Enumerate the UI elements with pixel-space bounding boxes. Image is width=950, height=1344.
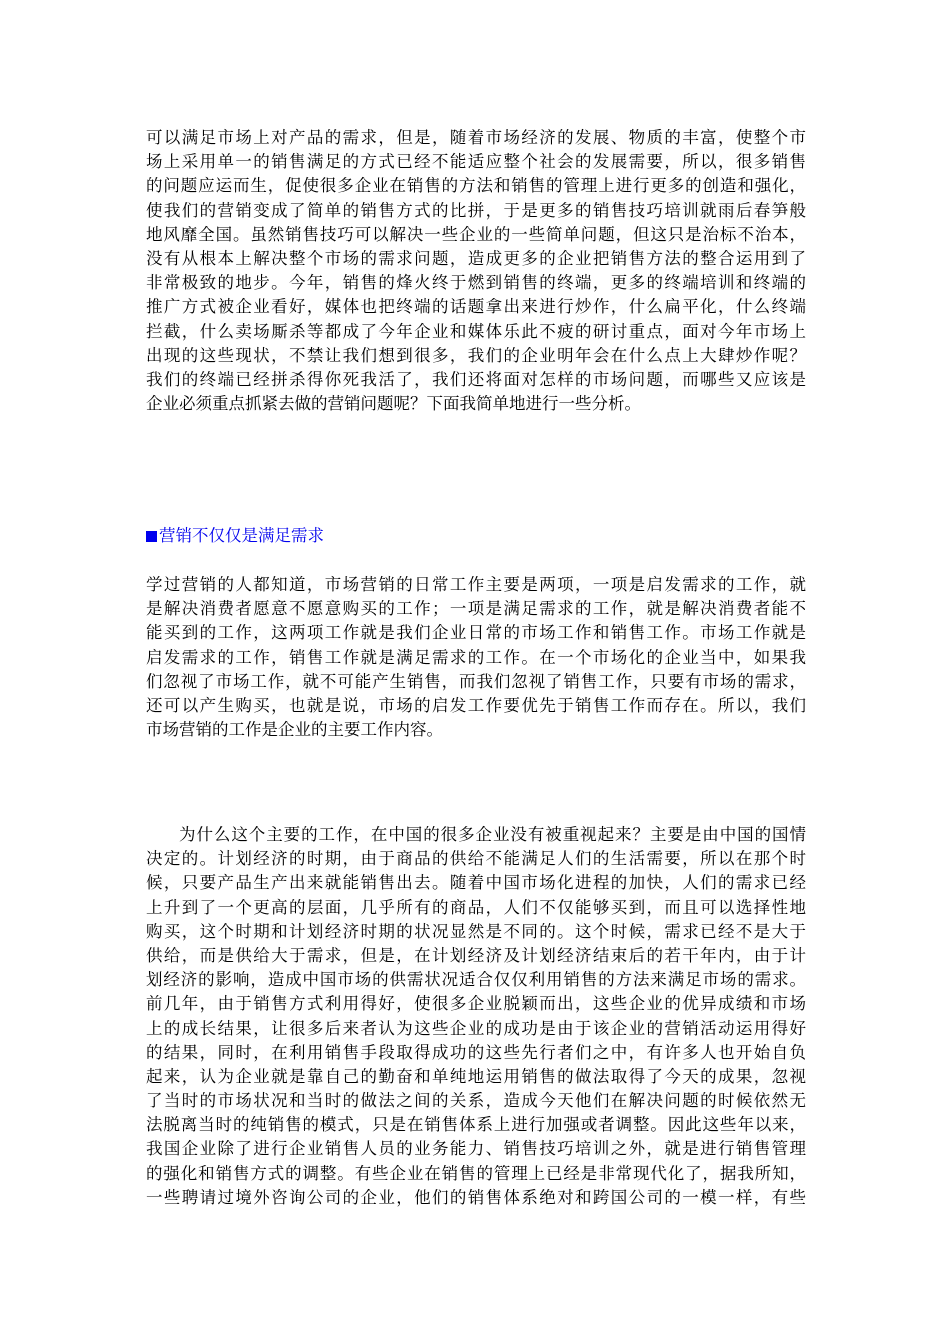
text-line: 前几年，由于销售方式利用得好，使很多企业脱颖而出，这些企业的优异成绩和市场 (146, 994, 806, 1014)
paragraph-intro (146, 126, 806, 416)
section-heading (146, 524, 324, 548)
text-line: 出现的这些现状，不禁让我们想到很多，我们的企业明年会在什么点上大肆炒作呢？ (146, 345, 806, 365)
square-bullet-icon (146, 531, 157, 542)
paragraph-marketing-work (146, 573, 806, 742)
text-line: 可以满足市场上对产品的需求，但是，随着市场经济的发展、物质的丰富，使整个市 (146, 128, 806, 147)
text-line: 法脱离当时的纯销售的模式，只是在销售体系上进行加强或者调整。因此这些年以来， (146, 1115, 806, 1135)
text-line: 上升到了一个更高的层面，几乎所有的商品，人们不仅能够买到，而且可以选择性地 (146, 897, 806, 917)
paragraph-china-context (146, 823, 806, 1210)
text-line: 没有从根本上解决整个市场的需求问题，造成更多的企业把销售方法的整合运用到了 (146, 248, 806, 268)
text-line: 的强化和销售方式的调整。有些企业在销售的管理上已经是非常现代化了，据我所知， (146, 1163, 806, 1183)
text-line: 一些聘请过境外咨询公司的企业，他们的销售体系绝对和跨国公司的一模一样，有些 (146, 1187, 806, 1207)
text-line: 市场营销的工作是企业的主要工作内容。 (146, 720, 443, 740)
text-line: 是解决消费者愿意不愿意购买的工作；一项是满足需求的工作，就是解决消费者能不 (146, 599, 806, 619)
text-line: 使我们的营销变成了简单的销售方式的比拼，于是更多的销售技巧培训就雨后春笋般 (146, 200, 806, 220)
text-line: 购买，这个时期和计划经济时期的状况显然是不同的。这个时候，需求已经不是大于 (146, 921, 806, 941)
text-line: 非常极致的地步。今年，销售的烽火终于燃到销售的终端，更多的终端培训和终端的 (146, 273, 806, 293)
text-line: 的问题应运而生，促使很多企业在销售的方法和销售的管理上进行更多的创造和强化， (146, 176, 806, 196)
text-line: 推广方式被企业看好，媒体也把终端的话题拿出来进行炒作，什么扁平化，什么终端 (146, 297, 806, 317)
text-line: 能买到的工作，这两项工作就是我们企业日常的市场工作和销售工作。市场工作就是 (146, 623, 806, 643)
text-line: 学过营销的人都知道，市场营销的日常工作主要是两项，一项是启发需求的工作，就 (146, 575, 806, 594)
text-line: 了当时的市场状况和当时的做法之间的关系，造成今天他们在解决问题的时候依然无 (146, 1091, 806, 1111)
text-line: 为什么这个主要的工作，在中国的很多企业没有被重视起来？主要是由中国的国情 (179, 825, 806, 844)
text-line: 候，只要产品生产出来就能销售出去。随着中国市场化进程的加快，人们的需求已经 (146, 873, 806, 893)
text-line: 起来，认为企业就是靠自己的勤奋和单纯地运用销售的做法取得了今天的成果，忽视 (146, 1066, 806, 1086)
text-line: 场上采用单一的销售满足的方式已经不能适应整个社会的发展需要，所以，很多销售 (146, 152, 806, 172)
text-line: 们忽视了市场工作，就不可能产生销售，而我们忽视了销售工作，只要有市场的需求， (146, 671, 806, 691)
text-line: 决定的。计划经济的时期，由于商品的供给不能满足人们的生活需要，所以在那个时 (146, 849, 806, 869)
text-line: 企业必须重点抓紧去做的营销问题呢？下面我简单地进行一些分析。 (146, 394, 641, 414)
text-line: 的结果，同时，在利用销售手段取得成功的这些先行者们之中，有许多人也开始自负 (146, 1042, 806, 1062)
text-line: 供给，而是供给大于需求，但是，在计划经济及计划经济结束后的若干年内，由于计 (146, 945, 806, 965)
text-line: 地风靡全国。虽然销售技巧可以解决一些企业的一些简单问题，但这只是治标不治本， (146, 224, 806, 244)
text-line: 拦截，什么卖场厮杀等都成了今年企业和媒体乐此不疲的研讨重点，面对今年市场上 (146, 321, 806, 341)
text-line: 我们的终端已经拼杀得你死我活了，我们还将面对怎样的市场问题，而哪些又应该是 (146, 369, 806, 389)
text-line: 划经济的影响，造成中国市场的供需状况适合仅仅利用销售的方法来满足市场的需求。 (146, 970, 806, 990)
text-line: 我国企业除了进行企业销售人员的业务能力、销售技巧培训之外，就是进行销售管理 (146, 1139, 806, 1159)
section-heading-text: 营销不仅仅是满足需求 (159, 526, 324, 545)
text-line: 上的成长结果，让很多后来者认为这些企业的成功是由于该企业的营销活动运用得好 (146, 1018, 806, 1038)
text-line: 还可以产生购买，也就是说，市场的启发工作要优先于销售工作而存在。所以，我们 (146, 695, 806, 715)
text-line: 启发需求的工作，销售工作就是满足需求的工作。在一个市场化的企业当中，如果我 (146, 647, 806, 667)
